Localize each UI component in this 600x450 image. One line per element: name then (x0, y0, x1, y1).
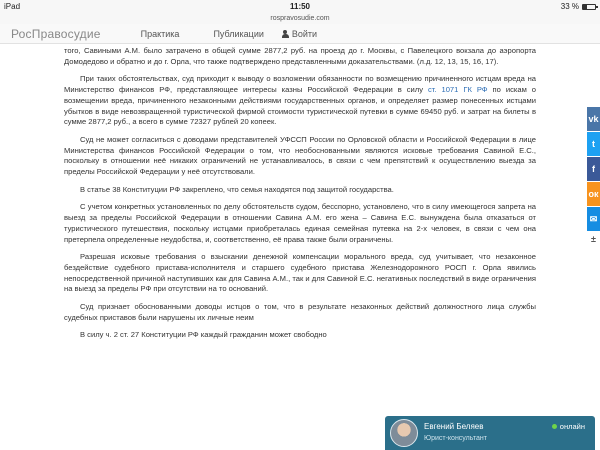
paragraph: При таких обстоятельствах, суд приходит к выводу о возложении обязанности по возмещению причиненного истцам вреда на Министерство финансов РФ, представляющее интересы казны Российской Федерации в силу ст. 1071 ГК РФ по искам о возмещении вреда, причиненного незаконными действиями государственных органов, и определяет размер понесенных истцами убытков в виде невозвращенной туристической фирмой стоимости туристической путевки в сумме 69450 руб. и затрат на билеты в сумме 2877,2 руб., а всего в сумме 72327 рублей 20 копеек. (64, 74, 536, 127)
consultant-chat-widget[interactable] (385, 416, 595, 450)
battery-icon (582, 4, 596, 10)
twitter-icon[interactable]: t (587, 132, 600, 156)
nav-login-label: Войти (291, 28, 318, 39)
facebook-icon[interactable]: f (587, 157, 600, 181)
paragraph: В статье 38 Конституции РФ закреплено, что семья находятся под защитой государства. (80, 184, 394, 194)
consultant-name: Евгений Беляев (424, 422, 484, 431)
online-status (552, 422, 585, 431)
paragraph: Суд не может согласиться с доводами представителей УФССП России по Орловской области и Российской Федерации в лице Министерства финансов Российской Федерации о том, что необоснованными являются исковые требования Савиной Е.С., поскольку в отношении неё никаких ограничений не устанавливалось, в связи с чем препятствий к осуществлению выезда за пределы Российской Федерации у неё отсутствовали. (64, 134, 536, 177)
clock: 11:50 (289, 2, 311, 11)
site-header (0, 24, 600, 44)
nav-publications[interactable]: Публикации (213, 28, 264, 39)
paragraph: того, Савиными А.М. было затрачено в общей сумме 2877,2 руб. на проезд до г. Москвы, с Павелецкого вокзала до аэропорта Домодедово и обратно и до г. Орла, что также подтверждено представленными доказательствами. (л.д. 12, 13, 15, 16, 17). (64, 46, 536, 66)
paragraph: Разрешая исковые требования о взыскании денежной компенсации морального вреда, суд учитывает, что незаконное бездействие судебного пристава-исполнителя и старшего судебного пристава Железнодорожного РОСП г. Орла явились непосредственной причиной наступивших как для Савина А.М., так и для Савиной Е.С. негативных последствий в виде ограничения на выезд за пределы РФ при отсутствии на то оснований. (64, 252, 536, 294)
more-icon[interactable]: ± (591, 234, 596, 244)
odnoklassniki-icon[interactable]: ок (587, 182, 600, 206)
paragraph: С учетом конкретных установленных по делу обстоятельств судом, бесспорно, установлено, что в силу имеющегося запрета на выезд за пределы Российской Федерации в отношении Савина А.М. его жена – Савина Е.С. вынуждена была отказаться от туристического путешествия, поскольку истцами приобреталась единая семейная путевка на 2-х человек, в связи с чем она претерпела определенные неудобства, и, соответственно, её права также были ограничены. (64, 202, 536, 244)
avatar (390, 419, 418, 447)
court-decision-text (64, 44, 536, 348)
paragraph: В силу ч. 2 ст. 27 Конституции РФ каждый гражданин может свободно (80, 330, 327, 340)
battery-percent: 33 % (560, 2, 579, 11)
battery-indicator (561, 2, 596, 11)
mail-icon[interactable]: ✉ (587, 207, 600, 231)
address-bar[interactable] (0, 13, 600, 24)
online-dot-icon (552, 424, 557, 429)
share-panel (587, 107, 600, 247)
user-icon (282, 30, 289, 38)
online-status-label: онлайн (559, 422, 585, 431)
consultant-role: Юрист-консультант (424, 435, 487, 442)
vk-icon[interactable]: vk (587, 107, 600, 131)
device-label: iPad (4, 2, 21, 11)
status-bar (0, 0, 600, 13)
nav-practice[interactable]: Практика (140, 28, 180, 39)
site-logo[interactable]: РосПравосудие (11, 26, 101, 41)
url-text: rospravosudie.com (270, 15, 330, 22)
paragraph: Суд признает обоснованными доводы истцов о том, что в результате незаконных действий должностного лица службы судебных приставов были нарушены их личные неим (64, 302, 536, 322)
law-link[interactable]: ст. 1071 ГК РФ (427, 85, 488, 95)
nav-login[interactable] (282, 29, 317, 39)
